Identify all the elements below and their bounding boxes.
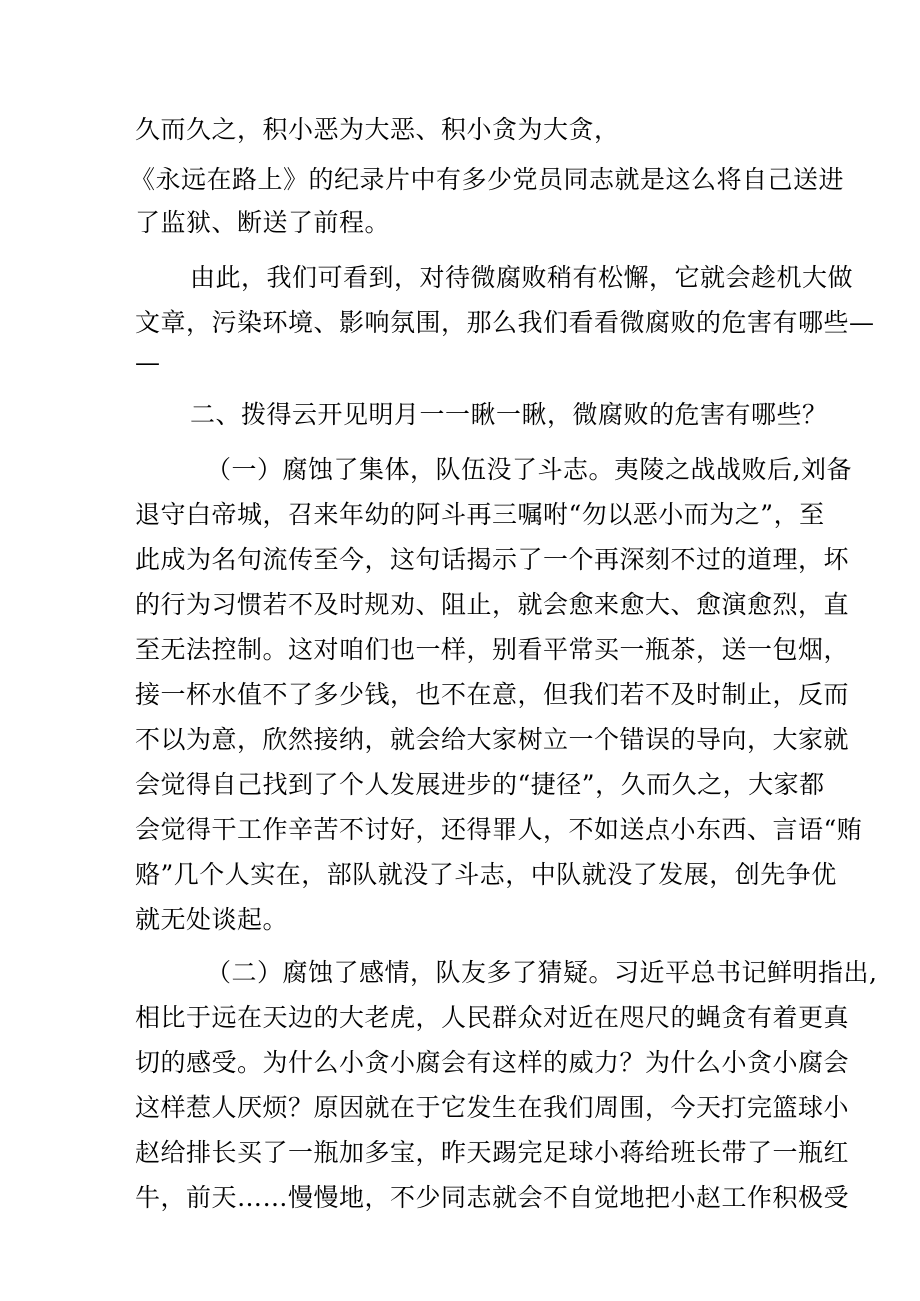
- text-line: 久而久之，积小恶为大恶、积小贪为大贪，: [135, 115, 620, 144]
- text-line: 牛，前天……慢慢地，不少同志就会不自觉地把小赵工作积极受: [135, 1183, 850, 1212]
- text-line: 就无处谈起。: [135, 905, 289, 934]
- text-line: 赂”几个人实在，部队就没了斗志，中队就没了发展，创先争优: [135, 860, 837, 889]
- text-line: 会觉得自己找到了个人发展进步的“捷径”，久而久之，大家都: [135, 770, 825, 799]
- text-line: 赵给排长买了一瓶加多宝，昨天踢完足球小蒋给班长带了一瓶红: [135, 1138, 850, 1167]
- text-line: （二）腐蚀了感情，队友多了猜疑。习近平总书记鲜明指出,: [206, 958, 878, 987]
- text-line: 《永远在路上》的纪录片中有多少党员同志就是这么将自己送进: [130, 165, 845, 194]
- text-line: 了监狱、断送了前程。: [135, 208, 391, 237]
- text-line: 这样惹人厌烦？原因就在于它发生在我们周围，今天打完篮球小: [135, 1093, 850, 1122]
- text-line: 不以为意，欣然接纳，就会给大家树立一个错误的导向，大家就: [135, 725, 850, 754]
- text-line: 退守白帝城，召来年幼的阿斗再三嘱咐“勿以恶小而为之”，至: [135, 500, 825, 529]
- text-line: —: [135, 348, 161, 377]
- section-heading: 二、拨得云开见明月一一瞅一瞅，微腐败的危害有哪些？: [190, 400, 828, 429]
- text-line: 切的感受。为什么小贪小腐会有这样的威力？为什么小贪小腐会: [135, 1048, 850, 1077]
- text-line: 文章，污染环境、影响氛围，那么我们看看微腐败的危害有哪些—: [135, 308, 875, 337]
- text-line: 会觉得干工作辛苦不讨好，还得罪人，不如送点小东西、言语“贿: [135, 815, 863, 844]
- text-line: 此成为名句流传至今，这句话揭示了一个再深刻不过的道理，坏: [135, 545, 850, 574]
- text-line: （一）腐蚀了集体，队伍没了斗志。夷陵之战战败后,刘备: [206, 455, 852, 484]
- text-line: 至无法控制。这对咱们也一样，别看平常买一瓶茶，送一包烟，: [135, 635, 850, 664]
- text-line: 由此，我们可看到，对待微腐败稍有松懈，它就会趁机大做: [190, 263, 854, 292]
- text-line: 相比于远在天边的大老虎，人民群众对近在咫尺的蝇贪有着更真: [135, 1003, 850, 1032]
- text-line: 接一杯水值不了多少钱，也不在意，但我们若不及时制止，反而: [135, 680, 850, 709]
- text-line: 的行为习惯若不及时规劝、阻止，就会愈来愈大、愈演愈烈，直: [135, 590, 850, 619]
